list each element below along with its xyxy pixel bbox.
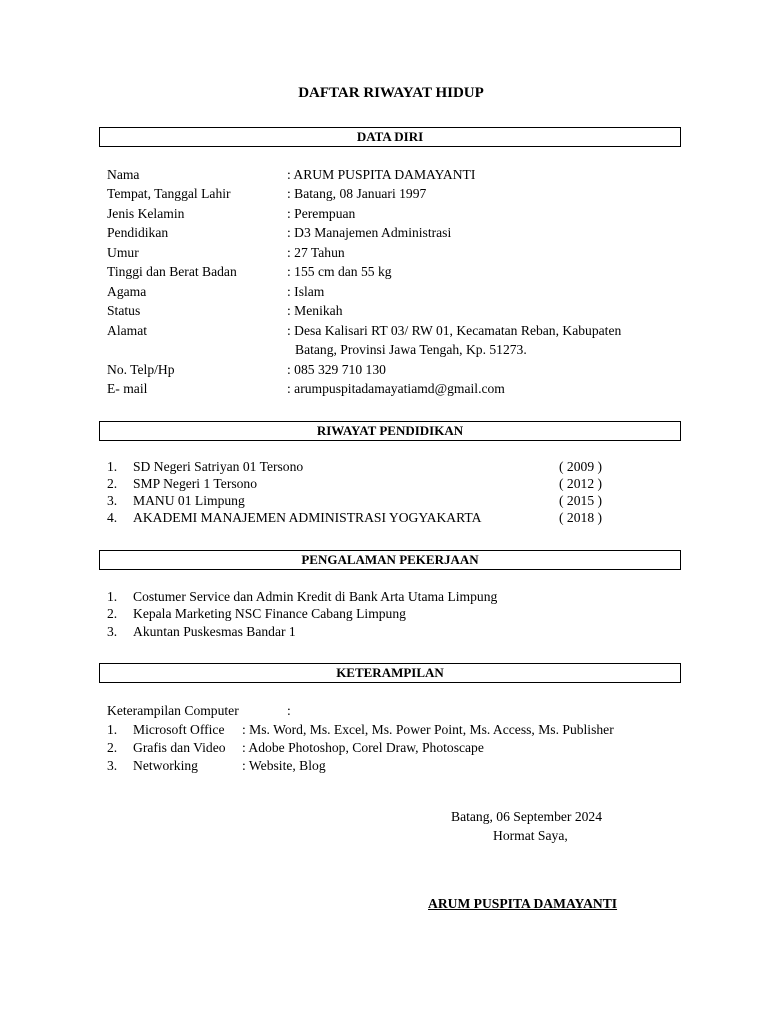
personal-value: : Desa Kalisari RT 03/ RW 01, Kecamatan Reban, Kabupaten — [287, 323, 622, 338]
personal-label: Agama — [107, 284, 147, 299]
experience-number: 1. — [107, 589, 118, 604]
personal-label: Alamat — [107, 323, 148, 338]
education-year: ( 2012 ) — [559, 476, 603, 491]
education-school: MANU 01 Limpung — [133, 493, 245, 508]
skill-value: : Ms. Word, Ms. Excel, Ms. Power Point, Ms. Access, Ms. Publisher — [242, 722, 614, 737]
education-number: 3. — [107, 493, 118, 508]
personal-value: : 27 Tahun — [287, 245, 345, 260]
education-school: SD Negeri Satriyan 01 Tersono — [133, 459, 304, 474]
personal-value: : Batang, 08 Januari 1997 — [287, 186, 427, 201]
experience-number: 3. — [107, 624, 118, 639]
personal-label: Jenis Kelamin — [107, 206, 185, 221]
personal-label: Tinggi dan Berat Badan — [107, 264, 237, 279]
education-number: 2. — [107, 476, 118, 491]
education-year: ( 2009 ) — [559, 459, 603, 474]
personal-value: : ARUM PUSPITA DAMAYANTI — [287, 167, 476, 182]
experience-number: 2. — [107, 606, 118, 621]
personal-label: Umur — [107, 245, 139, 260]
education-school: SMP Negeri 1 Tersono — [133, 476, 258, 491]
signature-place-date: Batang, 06 September 2024 — [451, 809, 603, 824]
personal-value: : D3 Manajemen Administrasi — [287, 225, 452, 240]
personal-value: : Menikah — [287, 303, 343, 318]
section-header-pendidikan: RIWAYAT PENDIDIKAN — [99, 421, 681, 441]
experience-item: Kepala Marketing NSC Finance Cabang Limpung — [133, 606, 406, 621]
skill-name: Networking — [133, 758, 198, 773]
education-number: 4. — [107, 510, 118, 525]
personal-label: Pendidikan — [107, 225, 169, 240]
education-number: 1. — [107, 459, 118, 474]
signature-name: ARUM PUSPITA DAMAYANTI — [428, 896, 618, 911]
section-header-pekerjaan: PENGALAMAN PEKERJAAN — [99, 550, 681, 570]
skill-number: 3. — [107, 758, 118, 773]
skill-name: Microsoft Office — [133, 722, 225, 737]
experience-item: Costumer Service dan Admin Kredit di Bank Arta Utama Limpung — [133, 589, 498, 604]
education-year: ( 2018 ) — [559, 510, 603, 525]
signature-closing: Hormat Saya, — [493, 828, 568, 843]
personal-value: : Islam — [287, 284, 325, 299]
education-year: ( 2015 ) — [559, 493, 603, 508]
personal-value-continued: Batang, Provinsi Jawa Tengah, Kp. 51273. — [295, 342, 527, 357]
section-header-keterampilan: KETERAMPILAN — [99, 663, 681, 683]
skills-heading-colon: : — [287, 703, 291, 718]
personal-label: No. Telp/Hp — [107, 362, 175, 377]
personal-value: : Perempuan — [287, 206, 356, 221]
skill-value: : Adobe Photoshop, Corel Draw, Photoscape — [242, 740, 484, 755]
skill-value: : Website, Blog — [242, 758, 326, 773]
skill-number: 2. — [107, 740, 118, 755]
personal-label: Tempat, Tanggal Lahir — [107, 186, 231, 201]
education-school: AKADEMI MANAJEMEN ADMINISTRASI YOGYAKARTA — [133, 510, 482, 525]
document-title: DAFTAR RIWAYAT HIDUP — [298, 85, 484, 101]
personal-value: : 085 329 710 130 — [287, 362, 386, 377]
personal-label: Nama — [107, 167, 140, 182]
experience-item: Akuntan Puskesmas Bandar 1 — [133, 624, 296, 639]
skill-number: 1. — [107, 722, 118, 737]
personal-value: : 155 cm dan 55 kg — [287, 264, 392, 279]
personal-label: Status — [107, 303, 141, 318]
personal-value: : arumpuspitadamayatiamd@gmail.com — [287, 381, 505, 396]
skills-heading: Keterampilan Computer — [107, 703, 239, 718]
section-header-data-diri: DATA DIRI — [99, 127, 681, 147]
personal-label: E- mail — [107, 381, 148, 396]
skill-name: Grafis dan Video — [133, 740, 226, 755]
